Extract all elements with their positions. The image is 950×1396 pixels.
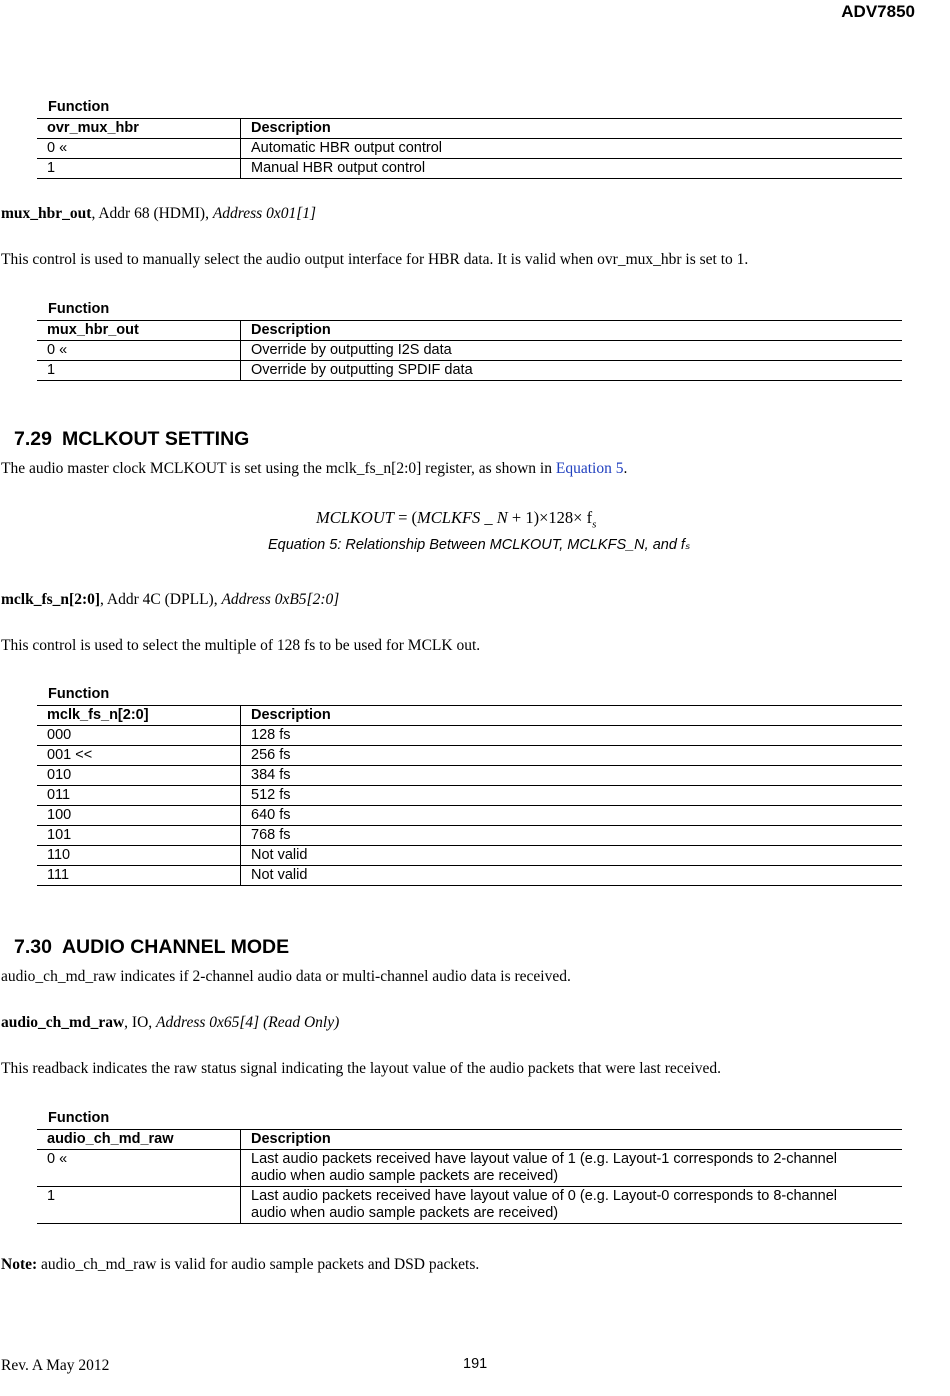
table-cell: 0 «	[37, 139, 241, 159]
register-addr: , Addr 68 (HDMI),	[91, 205, 213, 222]
table-cell: 256 fs	[241, 746, 903, 766]
equation	[316, 508, 596, 530]
table-cell: Last audio packets received have layout value of 0 (e.g. Layout-0 corresponds to 8-channel audio when audio sample packets are received)	[241, 1187, 903, 1224]
equation-term: + 1)×128× f	[507, 508, 593, 527]
section-number: 7.29	[14, 428, 52, 450]
table-mux-hbr-out	[37, 298, 902, 381]
table-cell: 111	[37, 866, 241, 886]
table-caption: Function	[48, 301, 110, 317]
table-cell: 001 <<	[37, 746, 241, 766]
document-title: ADV7850	[841, 2, 915, 21]
table-cell: 1	[37, 361, 241, 381]
table-cell: 100	[37, 806, 241, 826]
paragraph-text: The audio master clock MCLKOUT is set using the mclk_fs_n[2:0] register, as shown in	[1, 460, 556, 477]
section-number: 7.30	[14, 936, 52, 958]
footer-revision: Rev. A May 2012	[1, 1357, 110, 1374]
equation-caption: Equation 5: Relationship Between MCLKOUT, MCLKFS_N, and fₛ	[268, 537, 691, 553]
note-text: audio_ch_md_raw is valid for audio sample packets and DSD packets.	[37, 1256, 480, 1273]
register-heading-mux-hbr-out	[1, 205, 316, 223]
section-title: MCLKOUT SETTING	[61, 428, 250, 450]
paragraph	[1, 460, 627, 478]
register-addr: , Addr 4C (DPLL),	[100, 591, 222, 608]
section-heading-7-30	[14, 936, 289, 959]
table-cell: 512 fs	[241, 786, 903, 806]
table-cell: 0 «	[37, 341, 241, 361]
register-name: audio_ch_md_raw	[1, 1014, 125, 1031]
table-row	[37, 1187, 902, 1224]
table-audio-ch-md-raw	[37, 1107, 902, 1224]
table-cell: 384 fs	[241, 766, 903, 786]
paragraph: audio_ch_md_raw indicates if 2-channel audio data or multi-channel audio data is received.	[1, 968, 571, 985]
page-number: 191	[463, 1356, 488, 1372]
table-cell: Not valid	[241, 866, 903, 886]
column-header: mux_hbr_out	[37, 321, 241, 341]
column-header: mclk_fs_n[2:0]	[37, 706, 241, 726]
column-header: audio_ch_md_raw	[37, 1130, 241, 1150]
table-row	[37, 826, 902, 846]
section-title: AUDIO CHANNEL MODE	[61, 936, 290, 958]
column-header: Description	[241, 119, 903, 139]
register-address: Address 0xB5[2:0]	[221, 591, 340, 608]
register-name: mclk_fs_n[2:0]	[1, 591, 101, 608]
table-cell: 010	[37, 766, 241, 786]
table-cell: Manual HBR output control	[241, 159, 903, 179]
table-cell: 1	[37, 1187, 241, 1224]
table-cell: 1	[37, 159, 241, 179]
table-cell: 128 fs	[241, 726, 903, 746]
table-row	[37, 159, 902, 179]
register-addr: , IO,	[124, 1014, 157, 1031]
equation-term: = (	[393, 508, 418, 527]
paragraph: This control is used to select the multiple of 128 fs to be used for MCLK out.	[1, 637, 481, 654]
table-cell: Last audio packets received have layout value of 1 (e.g. Layout-1 corresponds to 2-channel audio when audio sample packets are received)	[241, 1150, 903, 1187]
register-heading-audio-ch-md-raw	[1, 1014, 339, 1032]
paragraph: This control is used to manually select the audio output interface for HBR data. It is valid when ovr_mux_hbr is set to 1.	[1, 251, 749, 268]
table-cell: 011	[37, 786, 241, 806]
table-row	[37, 1150, 902, 1187]
column-header: Description	[241, 321, 903, 341]
register-name: mux_hbr_out	[1, 205, 92, 222]
note	[1, 1256, 479, 1274]
equation-term: MCLKOUT	[316, 508, 394, 527]
table-row	[37, 361, 902, 381]
table-cell: 110	[37, 846, 241, 866]
equation-link[interactable]: Equation 5	[555, 460, 624, 477]
note-label: Note:	[1, 1256, 38, 1273]
table-row	[37, 766, 902, 786]
table-cell: 000	[37, 726, 241, 746]
table-cell: Override by outputting I2S data	[241, 341, 903, 361]
table-cell: 0 «	[37, 1150, 241, 1187]
column-header: Description	[241, 706, 903, 726]
table-cell: Not valid	[241, 846, 903, 866]
table-row	[37, 866, 902, 886]
table-mclk-fs-n	[37, 683, 902, 886]
table-cell: Automatic HBR output control	[241, 139, 903, 159]
section-heading-7-29	[14, 428, 249, 451]
table-caption: Function	[48, 686, 110, 702]
table-ovr-mux-hbr	[37, 96, 902, 179]
table-row	[37, 139, 902, 159]
register-heading-mclk-fs-n	[1, 591, 339, 609]
register-address: Address 0x65[4] (Read Only)	[156, 1014, 340, 1031]
table-cell: 640 fs	[241, 806, 903, 826]
paragraph: This readback indicates the raw status signal indicating the layout value of the audio packets that were last received.	[1, 1060, 722, 1077]
column-header: Description	[241, 1130, 903, 1150]
table-cell: 101	[37, 826, 241, 846]
equation-subscript: s	[592, 518, 597, 531]
table-row	[37, 846, 902, 866]
table-caption: Function	[48, 1110, 110, 1126]
table-row	[37, 726, 902, 746]
register-address: Address 0x01[1]	[212, 205, 317, 222]
equation-term: MCLKFS _ N	[417, 508, 508, 527]
table-cell: Override by outputting SPDIF data	[241, 361, 903, 381]
table-row	[37, 341, 902, 361]
table-caption: Function	[48, 99, 110, 115]
table-cell: 768 fs	[241, 826, 903, 846]
column-header: ovr_mux_hbr	[37, 119, 241, 139]
table-row	[37, 786, 902, 806]
paragraph-text: .	[623, 460, 628, 477]
table-row	[37, 806, 902, 826]
table-row	[37, 746, 902, 766]
